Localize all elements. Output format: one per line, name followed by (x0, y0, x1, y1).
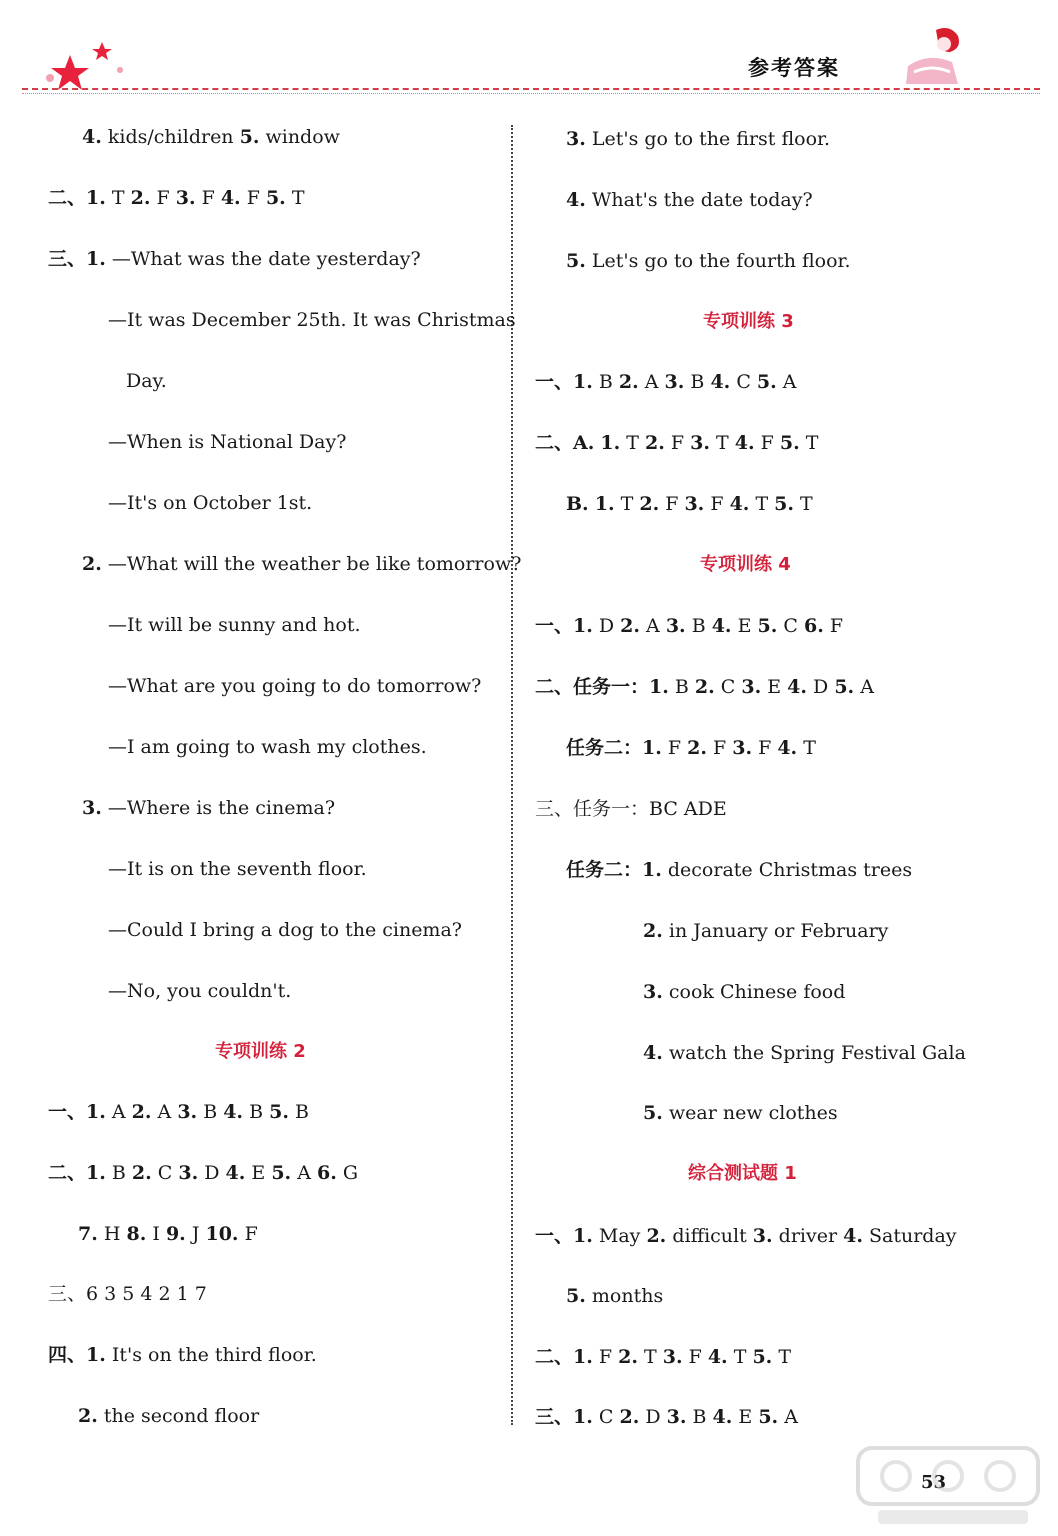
answer-fragment: F (823, 615, 844, 637)
answer-fragment: B (686, 1406, 713, 1428)
header-divider (22, 88, 1040, 90)
answer-fragment: B (105, 1162, 132, 1184)
answer-fragment: 4. (643, 1042, 663, 1064)
answer-fragment: F (704, 493, 730, 515)
answer-fragment: D (198, 1162, 226, 1184)
answer-fragment: 6. (803, 615, 824, 637)
answer-fragment: 5. (779, 432, 800, 454)
answer-fragment: F (661, 737, 688, 759)
answer-fragment: 5. (265, 187, 286, 209)
answer-fragment: A (640, 615, 666, 637)
answer-fragment: 5. (834, 676, 855, 698)
answer-fragment: 三、任务一：BC ADE (535, 798, 727, 820)
answer-fragment: B (592, 371, 619, 393)
answer-fragment: T (794, 493, 813, 515)
answer-fragment: H (97, 1223, 127, 1245)
left-answer-line (78, 1222, 258, 1246)
answer-fragment: 2. (619, 1406, 640, 1428)
answer-fragment: 4. (711, 615, 732, 637)
answer-fragment: F (150, 187, 176, 209)
answer-fragment: 1. (600, 432, 621, 454)
answer-fragment: A (638, 371, 665, 393)
answer-fragment: B (197, 1101, 224, 1123)
answer-fragment: B (684, 371, 711, 393)
right-answer-line (643, 980, 845, 1004)
right-answer-line (535, 614, 843, 638)
right-answer-line (535, 1345, 791, 1369)
answer-fragment: 4. (707, 1346, 728, 1368)
answer-fragment: —It was December 25th. It was Christmas (108, 309, 516, 331)
answer-fragment: 2. (82, 553, 102, 575)
answer-fragment: decorate Christmas trees (661, 859, 913, 881)
right-answer-line (535, 1405, 798, 1429)
left-answer-line (108, 979, 291, 1003)
answer-fragment: wear new clothes (662, 1102, 838, 1124)
answer-fragment: 5. (752, 1346, 773, 1368)
answer-fragment: 3. (666, 1406, 687, 1428)
answer-fragment: B (668, 676, 695, 698)
answer-fragment: 5. (774, 493, 795, 515)
answer-fragment: Day. (126, 370, 167, 392)
answer-fragment: 3. (566, 128, 586, 150)
answer-fragment: 4. (712, 1406, 733, 1428)
answer-fragment: —What was the date yesterday? (105, 248, 421, 270)
answer-fragment: F (240, 187, 266, 209)
answer-fragment: 2. (618, 371, 639, 393)
answer-fragment: 3. (741, 676, 762, 698)
answer-fragment: D (639, 1406, 667, 1428)
answer-fragment: G (336, 1162, 359, 1184)
answer-fragment: in January or February (662, 920, 889, 942)
right-answer-line (643, 1101, 838, 1125)
answer-fragment: It's on the third floor. (105, 1344, 317, 1366)
girl-decoration-icon (888, 22, 978, 92)
answer-fragment: C (592, 1406, 620, 1428)
answer-fragment: 5. (643, 1102, 663, 1124)
left-answer-line (126, 369, 167, 393)
right-answer-line (566, 492, 813, 516)
answer-fragment: 3. (82, 797, 102, 819)
left-answer-line (108, 430, 346, 454)
answer-fragment: 3. (178, 1162, 199, 1184)
answer-fragment: A (776, 371, 797, 393)
answer-fragment: C (730, 371, 757, 393)
right-answer-line (566, 858, 912, 882)
answer-fragment: C (714, 676, 742, 698)
answer-fragment: Saturday (862, 1225, 957, 1247)
answer-fragment: 任务二：1. (566, 737, 662, 759)
left-answer-line (78, 1404, 259, 1428)
answer-fragment: B (685, 615, 712, 637)
answer-fragment: —It is on the seventh floor. (108, 858, 367, 880)
answer-fragment: 2. (646, 1225, 667, 1247)
answer-fragment: 4. (777, 737, 798, 759)
answer-fragment: T (709, 432, 735, 454)
answer-fragment: B (288, 1101, 309, 1123)
answer-fragment: —What are you going to do tomorrow? (108, 675, 482, 697)
answer-fragment: 三、1. (48, 248, 106, 270)
answer-fragment: 四、1. (48, 1344, 106, 1366)
answer-fragment: 二、1. (48, 187, 106, 209)
right-answer-line (566, 249, 851, 273)
answer-fragment: 4. (566, 189, 586, 211)
answer-fragment: I (146, 1223, 166, 1245)
answer-fragment: 二、1. (48, 1162, 106, 1184)
answer-fragment: T (637, 1346, 663, 1368)
answer-fragment: F (664, 432, 691, 454)
left-answer-line (108, 918, 462, 942)
answer-fragment: cook Chinese food (662, 981, 846, 1003)
answer-fragment: T (105, 187, 131, 209)
answer-fragment: —When is National Day? (108, 431, 347, 453)
answer-fragment: 5. (239, 126, 260, 148)
left-section-title: 专项训练 2 (215, 1041, 306, 1062)
answer-fragment: E (732, 1406, 759, 1428)
answer-fragment: 3. (665, 615, 686, 637)
answer-fragment: 2. (643, 920, 663, 942)
answer-fragment: 2. (620, 615, 640, 637)
right-answer-line (643, 919, 888, 943)
answer-fragment: 三、6 3 5 4 2 1 7 (48, 1283, 207, 1305)
page-number: 53 (921, 1472, 947, 1493)
right-answer-line (643, 1041, 966, 1065)
answer-fragment: 5. (758, 1406, 779, 1428)
answer-fragment: 3. (175, 187, 196, 209)
answer-fragment: May (592, 1225, 647, 1247)
answer-fragment: 三、1. (535, 1406, 593, 1428)
answer-fragment: driver (772, 1225, 844, 1247)
answer-fragment: A (151, 1101, 178, 1123)
page-title: 参考答案 (748, 56, 840, 80)
answer-fragment: 2. (687, 737, 707, 759)
right-section-title: 专项训练 3 (703, 311, 794, 332)
answer-fragment: kids/children (101, 126, 240, 148)
answer-fragment: 3. (752, 1225, 773, 1247)
answer-fragment: 7. (78, 1223, 98, 1245)
answer-fragment: T (285, 187, 305, 209)
answer-fragment: —It's on October 1st. (108, 492, 313, 514)
answer-fragment: 4. (82, 126, 102, 148)
answer-fragment: 8. (126, 1223, 147, 1245)
header-divider-secondary (22, 93, 1040, 94)
answer-fragment: window (259, 126, 340, 148)
left-answer-line (108, 613, 361, 637)
answer-fragment: T (772, 1346, 791, 1368)
answer-fragment: A (291, 1162, 317, 1184)
answer-fragment: E (761, 676, 788, 698)
answer-fragment: Let's go to the fourth floor. (585, 250, 851, 272)
answer-fragment: —I am going to wash my clothes. (108, 736, 427, 758)
right-answer-line (535, 1224, 957, 1248)
answer-fragment: 二、任务一：1. (535, 676, 669, 698)
answer-fragment: 3. (643, 981, 663, 1003)
answer-fragment: 4. (843, 1225, 863, 1247)
answer-fragment: 2. (645, 432, 665, 454)
watermark-logo-icon (848, 1440, 1048, 1530)
answer-fragment: 一、1. (535, 1225, 593, 1247)
answer-fragment: C (777, 615, 804, 637)
answer-fragment: 一、1. (48, 1101, 106, 1123)
answer-fragment: 任务二：1. (566, 859, 662, 881)
right-answer-line (566, 1284, 663, 1308)
answer-fragment: A (105, 1101, 132, 1123)
answer-fragment: F (752, 737, 778, 759)
answer-fragment: 4. (225, 1162, 246, 1184)
answer-fragment: 5. (269, 1101, 289, 1123)
answer-fragment: 4. (729, 493, 750, 515)
left-answer-line (48, 186, 305, 210)
left-answer-line (82, 796, 335, 820)
right-answer-line (566, 736, 816, 760)
answer-fragment: 一、1. (535, 371, 593, 393)
right-answer-line (535, 675, 874, 699)
left-answer-line (82, 552, 521, 576)
answer-fragment: 2. (131, 1162, 152, 1184)
answer-fragment: J (185, 1223, 206, 1245)
left-answer-line (48, 247, 421, 271)
answer-fragment: 2. (130, 187, 151, 209)
answer-fragment: 4. (734, 432, 755, 454)
right-answer-line (535, 370, 797, 394)
page-header (0, 0, 1058, 100)
answer-fragment: 4. (710, 371, 731, 393)
answer-fragment: 4. (787, 676, 807, 698)
left-answer-line (48, 1161, 358, 1185)
answer-fragment: T (620, 432, 646, 454)
answer-fragment: —Could I bring a dog to the cinema? (108, 919, 462, 941)
answer-fragment: 二、A. (535, 432, 595, 454)
answer-fragment: —It will be sunny and hot. (108, 614, 361, 636)
answer-fragment: T (749, 493, 775, 515)
right-answer-line (566, 188, 813, 212)
answer-fragment: watch the Spring Festival Gala (662, 1042, 966, 1064)
answer-fragment: F (592, 1346, 619, 1368)
answer-fragment: A (778, 1406, 798, 1428)
left-answer-line (108, 857, 367, 881)
left-answer-line (108, 308, 516, 332)
answer-fragment: 3. (662, 1346, 683, 1368)
answer-fragment: What's the date today? (585, 189, 813, 211)
answer-fragment: 2. (131, 1101, 152, 1123)
answer-fragment: D (807, 676, 835, 698)
answer-fragment: 3. (177, 1101, 198, 1123)
answer-fragment: B (243, 1101, 270, 1123)
answer-fragment: T (614, 493, 640, 515)
answer-fragment: 2. (694, 676, 715, 698)
answer-fragment: B. (566, 493, 589, 515)
answer-fragment: T (797, 737, 816, 759)
left-answer-line (82, 125, 340, 149)
answer-fragment: C (151, 1162, 179, 1184)
star-decoration-icon (30, 30, 150, 110)
answer-fragment: 3. (664, 371, 685, 393)
right-section-title: 综合测试题 1 (688, 1163, 797, 1184)
answer-fragment: F (754, 432, 780, 454)
answer-fragment: F (682, 1346, 708, 1368)
left-answer-line (108, 735, 427, 759)
answer-fragment: E (245, 1162, 272, 1184)
answer-fragment: 10. (205, 1223, 239, 1245)
answer-fragment: 3. (684, 493, 705, 515)
answer-fragment: 2. (618, 1346, 638, 1368)
answer-fragment: 2. (639, 493, 660, 515)
answer-fragment: 3. (690, 432, 710, 454)
left-answer-line (108, 674, 481, 698)
answer-fragment: 1. (594, 493, 615, 515)
answer-fragment: 二、1. (535, 1346, 593, 1368)
answer-fragment: 3. (732, 737, 753, 759)
left-answer-line (108, 491, 312, 515)
answer-fragment: 5. (271, 1162, 292, 1184)
answer-fragment: —What will the weather be like tomorrow? (101, 553, 522, 575)
right-answer-line (535, 431, 818, 455)
answer-fragment: months (585, 1285, 664, 1307)
left-answer-line (48, 1343, 317, 1367)
answer-fragment: 5. (757, 615, 778, 637)
answer-fragment: 一、1. (535, 615, 593, 637)
answer-fragment: 4. (223, 1101, 244, 1123)
answer-fragment: —No, you couldn't. (108, 980, 292, 1002)
right-answer-line (566, 127, 830, 151)
answer-fragment: Let's go to the first floor. (585, 128, 831, 150)
answer-fragment: F (659, 493, 685, 515)
answer-fragment: 2. (78, 1405, 98, 1427)
answer-fragment: the second floor (97, 1405, 260, 1427)
answer-fragment: D (592, 615, 621, 637)
answer-fragment: F (195, 187, 221, 209)
right-section-title: 专项训练 4 (700, 554, 791, 575)
answer-fragment: 5. (566, 250, 586, 272)
answer-fragment: F (238, 1223, 258, 1245)
answer-fragment: A (854, 676, 874, 698)
answer-fragment: T (727, 1346, 753, 1368)
answer-fragment: 6. (316, 1162, 337, 1184)
left-answer-line (48, 1282, 207, 1306)
answer-fragment: 5. (756, 371, 777, 393)
answer-fragment: F (706, 737, 733, 759)
answer-fragment: 9. (165, 1223, 186, 1245)
answer-fragment: E (731, 615, 758, 637)
right-answer-line (535, 797, 727, 821)
answer-fragment: difficult (666, 1225, 753, 1247)
left-answer-line (48, 1100, 309, 1124)
answer-fragment: 4. (220, 187, 241, 209)
answer-fragment: 5. (566, 1285, 586, 1307)
answer-fragment: T (799, 432, 819, 454)
answer-fragment: —Where is the cinema? (101, 797, 336, 819)
